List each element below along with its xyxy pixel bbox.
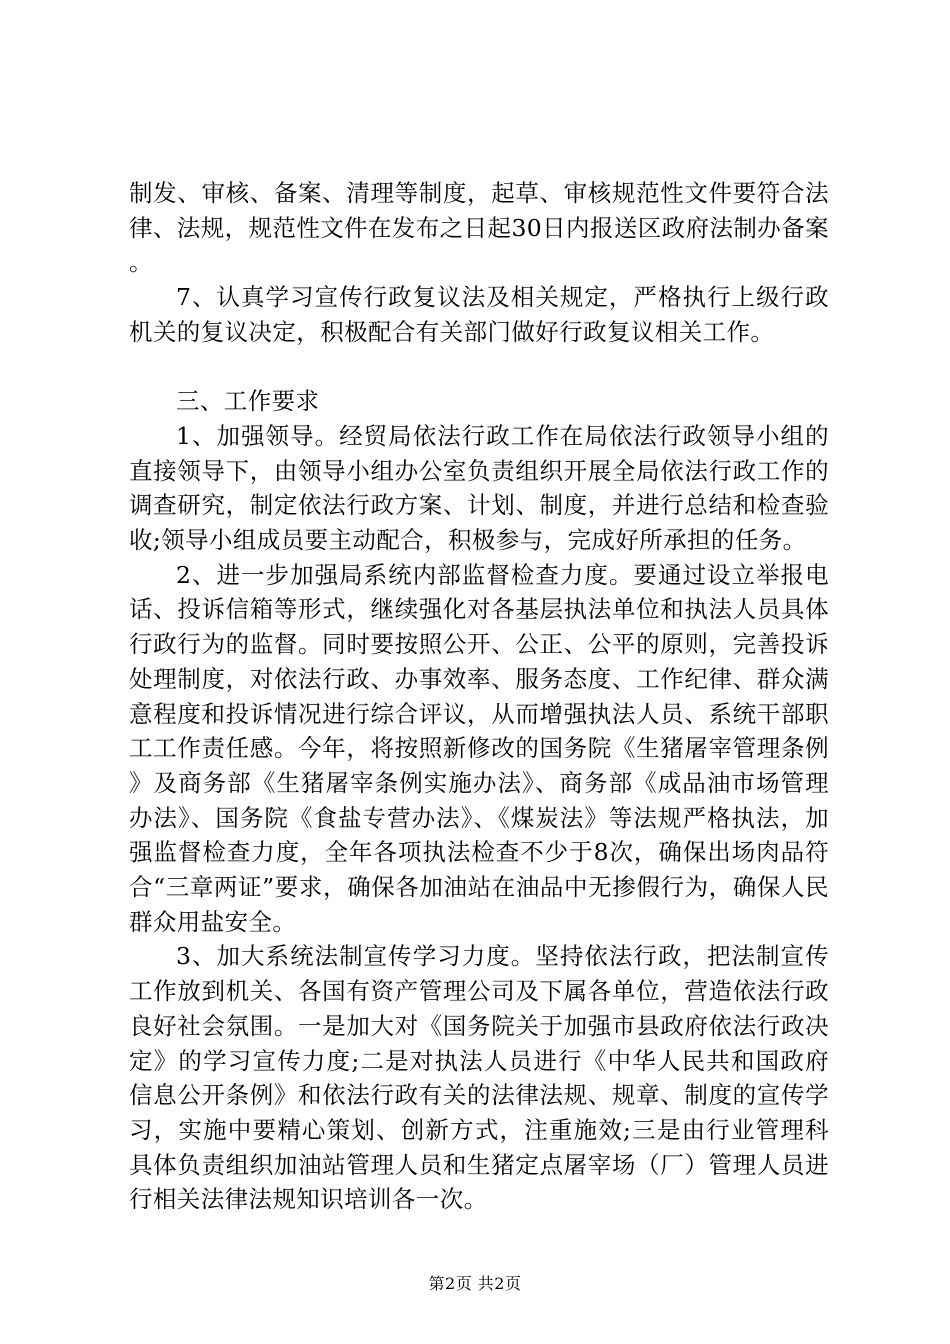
paragraph-item-3-legal-education: 3、加大系统法制宣传学习力度。坚持依法行政，把法制宣传工作放到机关、各国有资产管理公司及下属各单位，营造依法行政良好社会氛围。一是加大对《国务院关于加强市县政府依法行政决定》的学习宣传力度;二是对执法人员进行《中华人民共和国政府信息公开条例》和依法行政有关的法律法规、规章、制度的宣传学习，实施中要精心策划、创新方式，注重施效;三是由行业管理科具体负责组织加油站管理人员和生猪定点屠宰场（厂）管理人员进行相关法律法规知识培训各一次。 bbox=[129, 942, 829, 1214]
paragraph-continued-filing-rules: 制发、审核、备案、清理等制度，起草、审核规范性文件要符合法律、法规，规范性文件在发布之日起30日内报送区政府法制办备案。 bbox=[129, 179, 829, 277]
page-footer bbox=[0, 1274, 950, 1294]
paragraph-spacer bbox=[129, 350, 829, 385]
document-body bbox=[129, 176, 829, 1217]
page-number-label: 第2页 共2页 bbox=[428, 1274, 522, 1293]
paragraph-item-7-administrative-review: 7、认真学习宣传行政复议法及相关规定，严格执行上级行政机关的复议决定，积极配合有关部门做好行政复议相关工作。 bbox=[129, 283, 829, 346]
paragraph-item-2-supervision: 2、进一步加强局系统内部监督检查力度。要通过设立举报电话、投诉信箱等形式，继续强化对各基层执法单位和执法人员具体行政行为的监督。同时要按照公开、公正、公平的原则，完善投诉处理制度，对依法行政、办事效率、服务态度、工作纪律、群众满意程度和投诉情况进行综合评议，从而增强执法人员、系统干部职工工作责任感。今年，将按照新修改的国务院《生猪屠宰管理条例》及商务部《生猪屠宰条例实施办法》、商务部《成品油市场管理办法》、国务院《食盐专营办法》、《煤炭法》等法规严格执法，加强监督检查力度，全年各项执法检查不少于8次，确保出场肉品符合“三章两证”要求，确保各加油站在油品中无掺假行为，确保人民群众用盐安全。 bbox=[129, 560, 829, 936]
section-heading-work-requirements: 三、工作要求 bbox=[176, 387, 320, 416]
paragraph-item-1-leadership: 1、加强领导。经贸局依法行政工作在局依法行政领导小组的直接领导下，由领导小组办公室负责组织开展全局依法行政工作的调查研究，制定依法行政方案、计划、制度，并进行总结和检查验收;领导小组成员要主动配合，积极参与，完成好所承担的任务。 bbox=[129, 421, 829, 555]
